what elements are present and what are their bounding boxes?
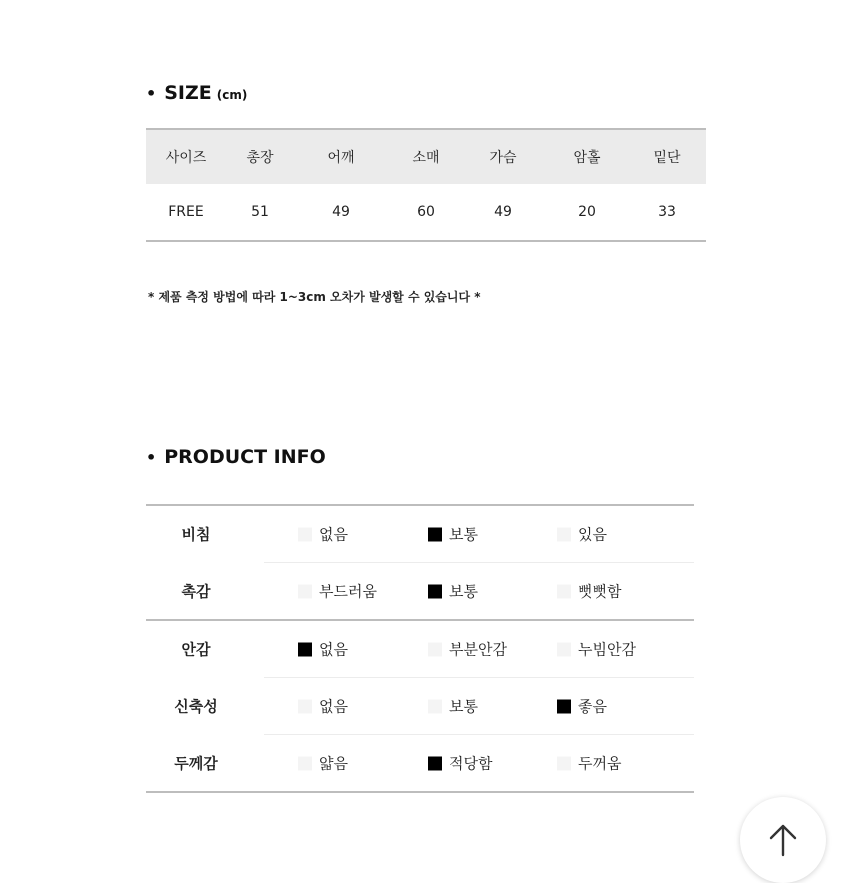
info-option-label: 두꺼움 (578, 754, 622, 773)
info-option-label: 없음 (319, 525, 348, 544)
table-divider (146, 791, 694, 793)
size-table-header (146, 128, 706, 184)
size-header-cell-4: 가슴 (489, 150, 517, 166)
info-row-label: 비침 (181, 525, 211, 544)
size-table-row (146, 184, 706, 242)
info-option-label: 보통 (449, 697, 478, 716)
info-option-label: 뻣뻣함 (578, 582, 622, 601)
info-row-label: 촉감 (181, 582, 211, 601)
size-value-cell-6: 33 (658, 204, 676, 220)
info-option (557, 639, 636, 660)
info-option (428, 639, 507, 660)
info-option (428, 753, 492, 774)
info-option (298, 581, 377, 602)
size-header-cell-2: 어깨 (327, 150, 355, 166)
info-option (298, 696, 348, 717)
info-option (557, 524, 607, 545)
size-header-cell-3: 소매 (412, 150, 440, 166)
size-table (146, 128, 706, 242)
size-unit: (cm) (216, 88, 248, 102)
bullet: • (146, 448, 157, 467)
unchecked-box-icon (298, 584, 312, 598)
info-option-label: 없음 (319, 640, 348, 659)
info-option (298, 524, 348, 545)
unchecked-box-icon (298, 527, 312, 541)
unchecked-box-icon (428, 699, 442, 713)
scroll-top-button[interactable] (740, 797, 826, 883)
info-option-label: 부드러움 (319, 582, 377, 601)
info-row-4 (146, 735, 694, 791)
info-row-label: 신축성 (174, 697, 218, 716)
info-option (428, 696, 478, 717)
unchecked-box-icon (298, 756, 312, 770)
info-option (557, 696, 607, 717)
info-option (428, 524, 478, 545)
checked-box-icon (298, 642, 312, 656)
info-option (428, 581, 478, 602)
size-header-cell-1: 총장 (246, 150, 274, 166)
info-row-1 (146, 563, 694, 619)
size-value-cell-0: FREE (168, 204, 204, 220)
size-value-cell-5: 20 (578, 204, 596, 220)
info-option-label: 부분안감 (449, 640, 507, 659)
bullet: • (146, 84, 157, 103)
info-option (298, 639, 348, 660)
product-info-heading: PRODUCT INFO (164, 446, 326, 468)
info-option (557, 753, 621, 774)
unchecked-box-icon (557, 756, 571, 770)
measurement-note: * 제품 측정 방법에 따라 1~3cm 오차가 발생할 수 있습니다 * (148, 290, 481, 304)
info-row-label: 안감 (181, 640, 211, 659)
info-option-label: 없음 (319, 697, 348, 716)
info-option (298, 753, 348, 774)
product-info-title (146, 446, 326, 468)
unchecked-box-icon (557, 584, 571, 598)
size-value-cell-1: 51 (251, 204, 269, 220)
size-value-cell-4: 49 (494, 204, 512, 220)
info-option-label: 누빔안감 (578, 640, 636, 659)
size-section-title (146, 82, 247, 104)
info-row-label: 두께감 (174, 754, 218, 773)
size-value-cell-3: 60 (417, 204, 435, 220)
unchecked-box-icon (557, 642, 571, 656)
size-header-cell-0: 사이즈 (165, 150, 207, 166)
info-option-label: 보통 (449, 525, 478, 544)
unchecked-box-icon (298, 699, 312, 713)
info-option-label: 얇음 (319, 754, 348, 773)
unchecked-box-icon (428, 642, 442, 656)
arrow-up-icon (767, 823, 799, 857)
size-header-cell-6: 밑단 (653, 150, 681, 166)
info-option-label: 있음 (578, 525, 607, 544)
info-option (557, 581, 621, 602)
info-option-label: 적당함 (449, 754, 493, 773)
size-title: SIZE (164, 82, 212, 104)
size-value-cell-2: 49 (332, 204, 350, 220)
checked-box-icon (428, 584, 442, 598)
info-row-0 (146, 506, 694, 562)
product-info-table (146, 504, 694, 793)
info-option-label: 보통 (449, 582, 478, 601)
unchecked-box-icon (557, 527, 571, 541)
size-header-cell-5: 암홀 (573, 150, 601, 166)
info-row-2 (146, 621, 694, 677)
info-option-label: 좋음 (578, 697, 607, 716)
checked-box-icon (428, 756, 442, 770)
checked-box-icon (428, 527, 442, 541)
info-row-3 (146, 678, 694, 734)
checked-box-icon (557, 699, 571, 713)
